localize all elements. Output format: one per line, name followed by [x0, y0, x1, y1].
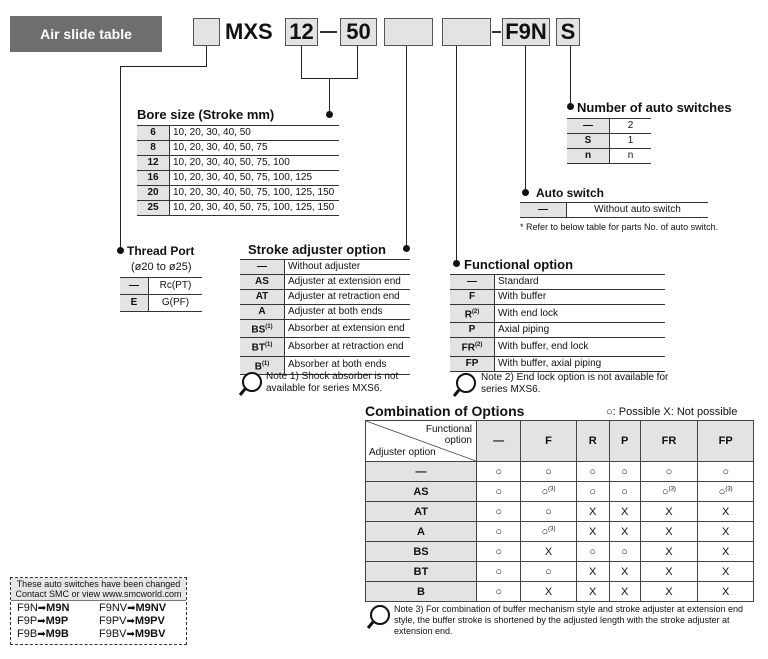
auto-switch-table	[520, 202, 708, 218]
switch-change-box	[10, 577, 187, 645]
num-value: 1	[610, 134, 652, 149]
table-row	[240, 338, 410, 356]
cell-value: ○	[495, 565, 502, 578]
cell-value: X	[722, 545, 730, 558]
option-key-text: FP	[465, 357, 479, 369]
footnote-ref: (3)	[668, 485, 676, 492]
table-row	[450, 305, 665, 323]
option-key-text: R	[464, 309, 472, 321]
footnote-ref: (1)	[261, 360, 270, 367]
table-row	[137, 141, 339, 156]
section-tag	[10, 16, 162, 52]
option-key-text: F	[468, 291, 476, 302]
cell-value: ○	[545, 505, 552, 518]
cell-value: ○	[722, 465, 729, 478]
table-row	[137, 156, 339, 171]
combination-cell	[521, 502, 576, 522]
col-header: —	[477, 421, 521, 462]
cell-value: X	[620, 565, 629, 578]
combination-cell	[698, 482, 754, 502]
table-row	[137, 186, 339, 201]
table-row	[137, 171, 339, 186]
code-box-bore	[285, 18, 318, 46]
cell-value: ○	[718, 485, 726, 498]
footnote-ref: (1)	[265, 324, 273, 330]
table-row	[567, 134, 651, 149]
footnote-ref: (2)	[471, 309, 480, 315]
switch-pair	[17, 615, 99, 628]
option-key	[240, 260, 285, 275]
auto-switch-title: Auto switch	[536, 186, 604, 200]
cell-value: ○	[541, 525, 549, 538]
combination-cell	[521, 462, 576, 482]
option-key	[450, 356, 495, 371]
cell-value: X	[589, 585, 597, 598]
col-header: FR	[640, 421, 698, 462]
bore-strokes: 10, 20, 30, 40, 50	[170, 126, 340, 141]
combination-cell	[576, 482, 609, 502]
table-row	[240, 305, 410, 320]
option-key	[450, 323, 495, 338]
code-bore: 12	[289, 19, 314, 44]
table-row	[240, 320, 410, 338]
cell-value: X	[589, 505, 597, 518]
row-header: —	[366, 462, 477, 482]
bore-size-table	[137, 125, 339, 216]
old-switch: F9P	[17, 615, 38, 627]
magnifier-icon	[238, 371, 264, 397]
switch-pairs	[11, 601, 186, 641]
footnote-ref: (1)	[265, 342, 273, 349]
thread-key: —	[120, 278, 149, 295]
table-row	[567, 119, 651, 134]
cell-value: ○	[541, 485, 549, 498]
num-key: —	[567, 119, 610, 134]
combination-cell	[477, 522, 521, 542]
option-key	[240, 275, 285, 290]
bore-strokes: 10, 20, 30, 40, 50, 75, 100, 125, 150	[170, 201, 340, 216]
cell-value: X	[722, 565, 730, 578]
combination-cell	[521, 562, 576, 582]
combination-cell	[698, 502, 754, 522]
option-key-text: —	[257, 261, 267, 272]
combination-cell	[477, 562, 521, 582]
cell-value: X	[665, 505, 673, 518]
combination-cell	[477, 502, 521, 522]
stroke-adjuster-title: Stroke adjuster option	[248, 242, 386, 257]
combination-title: Combination of Options	[365, 403, 525, 419]
cell-value: X	[722, 585, 730, 598]
table-row	[120, 278, 202, 295]
old-switch: F9NV	[99, 602, 128, 614]
option-desc: Adjuster at extension end	[285, 275, 411, 290]
code-box-functional	[442, 18, 491, 46]
bore-key: 16	[137, 171, 170, 186]
cell-value: ○	[589, 545, 597, 558]
combination-cell	[576, 522, 609, 542]
cell-value: ○	[545, 465, 552, 478]
cell-value: ○	[621, 465, 628, 478]
cell-value: X	[665, 565, 673, 578]
combination-header-row	[366, 421, 754, 462]
table-row	[240, 260, 410, 275]
option-desc: With buffer	[495, 290, 666, 305]
option-desc: Absorber at both ends	[285, 356, 411, 374]
cell-value: ○	[665, 465, 673, 478]
thread-port-table	[120, 277, 202, 312]
thread-value: G(PF)	[149, 295, 203, 312]
combination-cell	[521, 542, 576, 562]
combination-row	[366, 562, 754, 582]
option-key-text: FR	[461, 342, 475, 354]
arrow-right-icon: ➡	[37, 616, 46, 627]
bore-key: 20	[137, 186, 170, 201]
table-row	[520, 203, 708, 218]
note-1	[266, 371, 418, 395]
thread-port-subtitle: (ø20 to ø25)	[131, 261, 192, 273]
header-functional: Functional option	[425, 424, 472, 446]
row-header: AS	[366, 482, 477, 502]
code-box-switch	[502, 18, 550, 46]
col-header: P	[609, 421, 640, 462]
combination-cell	[609, 522, 640, 542]
combination-row	[366, 502, 754, 522]
switch-pair	[99, 602, 189, 615]
option-desc: With end lock	[495, 305, 666, 323]
note-3-text: Note 3) For combination of buffer mechanism style and stroke adjuster at extension end style, the buffer stroke is shortened by the adjusted length with the stroke adjuster at extension end.	[394, 604, 744, 636]
combination-row	[366, 542, 754, 562]
thread-port-title: Thread Port	[127, 244, 195, 258]
code-box-thread	[193, 18, 220, 46]
footnote-ref: (2)	[475, 342, 483, 349]
switch-change-line1: These auto switches have been changed	[16, 579, 181, 589]
new-switch: M9BV	[134, 628, 166, 640]
switch-pair	[17, 628, 99, 641]
combination-cell	[477, 462, 521, 482]
combination-row	[366, 462, 754, 482]
cell-value: ○	[545, 565, 552, 578]
stroke-adjuster-table	[240, 259, 410, 375]
table-row	[450, 356, 665, 371]
cell-value: X	[620, 585, 629, 598]
option-desc: Standard	[495, 275, 666, 290]
cell-value: X	[589, 525, 597, 538]
option-desc: Adjuster at retraction end	[285, 290, 411, 305]
option-key-text: B	[254, 360, 262, 372]
switch-key: —	[520, 203, 567, 218]
col-header: FP	[698, 421, 754, 462]
option-key-text: P	[468, 324, 476, 336]
option-key-text: BT	[251, 342, 265, 354]
option-key	[240, 290, 285, 305]
cell-value: ○	[621, 545, 628, 558]
option-desc: Without adjuster	[285, 260, 411, 275]
bore-key: 25	[137, 201, 170, 216]
row-header: BS	[366, 542, 477, 562]
num-key: n	[567, 149, 610, 164]
old-switch: F9BV	[99, 628, 127, 640]
code-series: MXS	[225, 19, 273, 44]
option-desc: With buffer, end lock	[495, 338, 666, 356]
combination-cell	[640, 482, 698, 502]
old-switch: F9PV	[99, 615, 127, 627]
option-desc: Absorber at extension end	[285, 320, 411, 338]
note-3	[394, 604, 760, 637]
table-row	[137, 126, 339, 141]
auto-switch-note: * Refer to below table for parts No. of auto switch.	[520, 222, 719, 232]
cell-value: ○	[495, 465, 502, 478]
table-row	[120, 295, 202, 312]
table-row	[240, 290, 410, 305]
num-key: S	[567, 134, 610, 149]
option-key	[450, 338, 495, 356]
bore-key: 6	[137, 126, 170, 141]
arrow-right-icon: ➡	[126, 629, 135, 640]
combination-cell	[521, 582, 576, 602]
combination-cell	[640, 522, 698, 542]
option-key-text: BS	[251, 324, 266, 336]
option-key	[240, 305, 285, 320]
num-switches-table	[567, 118, 651, 164]
table-row	[450, 338, 665, 356]
old-switch: F9N	[17, 602, 38, 614]
functional-option-table	[450, 274, 665, 372]
combination-cell	[698, 522, 754, 542]
combination-legend: ○: Possible X: Not possible	[606, 406, 738, 418]
bore-key: 12	[137, 156, 170, 171]
cell-value: X	[665, 545, 673, 558]
col-header: R	[576, 421, 609, 462]
combination-cell	[609, 482, 640, 502]
footnote-ref: (3)	[725, 485, 733, 492]
num-value: n	[610, 149, 652, 164]
combination-cell	[521, 522, 576, 542]
combination-cell	[521, 482, 576, 502]
new-switch: M9B	[45, 628, 69, 640]
bore-size-title: Bore size (Stroke mm)	[137, 107, 275, 122]
note-2-text: Note 2) End lock option is not available for series MXS6.	[481, 372, 669, 395]
bore-strokes: 10, 20, 30, 40, 50, 75	[170, 141, 340, 156]
code-box-stroke	[340, 18, 377, 46]
option-desc: Absorber at retraction end	[285, 338, 411, 356]
functional-option-title: Functional option	[464, 257, 574, 272]
table-row	[450, 323, 665, 338]
combination-cell	[576, 502, 609, 522]
option-key-text: AS	[255, 276, 269, 287]
cell-value: ○	[621, 485, 628, 498]
old-switch: F9B	[17, 628, 38, 640]
combination-cell	[576, 562, 609, 582]
cell-value: ○	[495, 585, 502, 598]
cell-value: ○	[495, 505, 502, 518]
cell-value: ○	[495, 485, 502, 498]
code-switch: F9N	[505, 19, 547, 44]
cell-value: X	[722, 525, 730, 538]
thread-value: Rc(PT)	[149, 278, 203, 295]
combination-cell	[640, 462, 698, 482]
combination-cell	[477, 482, 521, 502]
combination-cell	[698, 562, 754, 582]
new-switch: M9NV	[135, 602, 167, 614]
arrow-right-icon: ➡	[37, 629, 46, 640]
switch-change-header	[11, 578, 186, 601]
code-dash	[492, 31, 501, 33]
cell-value: X	[620, 525, 629, 538]
option-key-text: A	[258, 306, 266, 317]
bore-strokes: 10, 20, 30, 40, 50, 75, 100	[170, 156, 340, 171]
combination-cell	[609, 582, 640, 602]
combination-cell	[698, 582, 754, 602]
num-value: 2	[610, 119, 652, 134]
code-box-count	[556, 18, 580, 46]
code-box-adjuster	[384, 18, 433, 46]
row-header: AT	[366, 502, 477, 522]
magnifier-icon	[366, 604, 392, 630]
footnote-ref: (3)	[548, 485, 556, 492]
num-switches-title: Number of auto switches	[577, 100, 732, 115]
table-row	[137, 201, 339, 216]
cell-value: ○	[661, 485, 669, 498]
table-row	[450, 275, 665, 290]
code-count: S	[560, 19, 576, 44]
combination-cell	[698, 542, 754, 562]
table-row	[240, 275, 410, 290]
col-header: F	[521, 421, 576, 462]
combination-cell	[609, 502, 640, 522]
combination-row	[366, 582, 754, 602]
cell-value: X	[544, 585, 553, 598]
row-header: BT	[366, 562, 477, 582]
switch-value: Without auto switch	[567, 203, 709, 218]
combination-cell	[640, 582, 698, 602]
note-1-text: Note 1) Shock absorber is not available for series MXS6.	[266, 371, 399, 394]
cell-value: ○	[589, 485, 597, 498]
arrow-right-icon: ➡	[126, 616, 135, 627]
switch-pair	[99, 615, 189, 628]
thread-key: E	[120, 295, 149, 312]
cell-value: X	[620, 505, 629, 518]
note-2	[481, 372, 671, 396]
table-row	[567, 149, 651, 164]
bore-strokes: 10, 20, 30, 40, 50, 75, 100, 125	[170, 171, 340, 186]
option-key	[450, 305, 495, 323]
option-desc: With buffer, axial piping	[495, 356, 666, 371]
option-key-text: —	[467, 276, 477, 287]
option-desc: Axial piping	[495, 323, 666, 338]
cell-value: ○	[495, 525, 502, 538]
combination-cell	[640, 542, 698, 562]
cell-value: ○	[495, 545, 502, 558]
cell-value: X	[589, 565, 597, 578]
new-switch: M9P	[45, 615, 69, 627]
cell-value: X	[665, 585, 673, 598]
cell-value: ○	[589, 465, 597, 478]
option-key	[450, 290, 495, 305]
combination-cell	[609, 462, 640, 482]
combination-row	[366, 522, 754, 542]
combination-cell	[640, 502, 698, 522]
section-tag-label: Air slide table	[40, 26, 132, 42]
row-header: A	[366, 522, 477, 542]
code-stroke: 50	[346, 19, 371, 44]
footnote-ref: (3)	[548, 525, 556, 532]
option-key	[240, 320, 285, 338]
combination-cell	[576, 542, 609, 562]
switch-change-line2: Contact SMC or view www.smcworld.com	[15, 589, 182, 599]
combination-cell	[698, 462, 754, 482]
option-desc: Adjuster at both ends	[285, 305, 411, 320]
new-switch: M9N	[46, 602, 70, 614]
combination-cell	[609, 562, 640, 582]
switch-pair	[17, 602, 99, 615]
row-header: B	[366, 582, 477, 602]
bore-key: 8	[137, 141, 170, 156]
bore-strokes: 10, 20, 30, 40, 50, 75, 100, 125, 150	[170, 186, 340, 201]
option-key-text: AT	[255, 291, 269, 302]
arrow-right-icon: ➡	[37, 603, 47, 614]
combination-cell	[609, 542, 640, 562]
combination-table	[365, 420, 754, 602]
combination-cell	[576, 582, 609, 602]
cell-value: X	[544, 545, 553, 558]
combination-cell	[477, 582, 521, 602]
option-key	[240, 338, 285, 356]
switch-pair	[99, 628, 189, 641]
combination-cell	[640, 562, 698, 582]
code-dash	[320, 31, 337, 33]
arrow-right-icon: ➡	[127, 603, 136, 614]
combination-cell	[477, 542, 521, 562]
table-row	[450, 290, 665, 305]
option-key	[450, 275, 495, 290]
combination-row	[366, 482, 754, 502]
header-adjuster: Adjuster option	[369, 447, 436, 458]
combination-cell	[576, 462, 609, 482]
magnifier-icon	[452, 372, 478, 398]
combination-corner	[366, 421, 477, 462]
cell-value: X	[722, 505, 730, 518]
new-switch: M9PV	[134, 615, 165, 627]
cell-value: X	[665, 525, 673, 538]
